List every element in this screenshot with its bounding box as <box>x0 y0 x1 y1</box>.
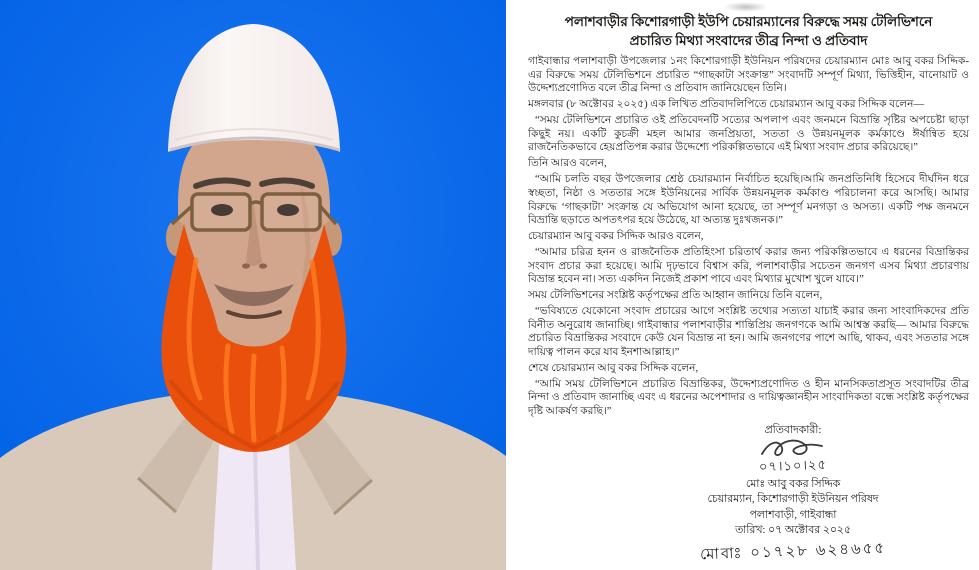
signer-place: পলাশবাড়ী, গাইবান্ধা <box>749 508 837 521</box>
handwritten-mobile-number: মোবাঃ ০১৭২৮ ৬২৪৬৫৫ <box>699 538 887 563</box>
quote-paragraph-1: “সময় টেলিভিশনে প্রচারিত ওই প্রতিবেদনটি সত্যের অপলাপ এবং জনমনে বিভ্রান্তি সৃষ্টির অপচেষ্টা ছাড়া কিছুই নয়। একটি কুচক্রী মহল আমার জনপ্রিয়তা, সততা ও উন্নয়নমূলক কর্মকাণ্ডে ঈর্ষান্বিত হয়ে রাজনৈতিকভাবে হেয়প্রতিপন্ন করার উদ্দেশ্যে পরিকল্পিতভাবে এই মিথ্যা সংবাদ প্রচার করিয়েছে।” <box>528 114 969 154</box>
quote-paragraph-3: “আমার চরিত্র হনন ও রাজনৈতিক প্রতিহিংসা চরিতার্থ করার জন্য পরিকল্পিতভাবে এ ধরনের বিভ্রান্তিকর সংবাদ প্রচার করা হয়েছে। আমি দৃঢ়ভাবে বিশ্বাস করি, পলাশবাড়ীর সচেতন জনগণ এসব মিথ্যা প্রচারণায় বিভ্রান্ত হবেন না। সত্য একদিন নিজেই প্রকাশ পাবে এবং মিথ্যার মুখোশ খুলে যাবে।” <box>528 246 969 286</box>
letter-title-line1: পলাশবাড়ীর কিশোরগাড়ী ইউপি চেয়ারম্যানের বিরুদ্ধে সময় টেলিভিশনে <box>564 14 933 29</box>
signature-block <box>643 423 943 562</box>
handwritten-date: ০৭।১০।২৫ <box>758 457 828 476</box>
intro-paragraph: গাইবান্ধার পলাশবাড়ী উপজেলার ১নং কিশোরগাড়ী ইউনিয়ন পরিষদের চেয়ারম্যান মোঃ আবু বকর সিদ্দিক-এর বিরুদ্ধে সময় টেলিভিশনে প্রচারিত “গাছকাটা সংক্রান্ত” সংবাদটি সম্পূর্ণ মিথ্যা, ভিত্তিহীন, বানোয়াট ও উদ্দেশ্যপ্রণোদিত বলে তীব্র নিন্দা ও প্রতিবাদ জানিয়েছেন তিনি। <box>528 55 969 95</box>
quote-paragraph-4: “ভবিষ্যতে যেকোনো সংবাদ প্রচারের আগে সংশ্লিষ্ট তথ্যের সত্যতা যাচাই করার জন্য সাংবাদিকদের প্রতি বিনীত অনুরোধ জানাচ্ছি। গাইবান্ধার পলাশবাড়ীর শান্তিপ্রিয় জনগণকে আমি আশ্বস্ত করছি— আমার বিরুদ্ধে প্রচারিত বিভ্রান্তিকর সংবাদে কেউ যেন বিভ্রান্ত না হন। আমি জনগণের পাশে আছি, থাকব, এবং সততার সঙ্গে দায়িত্ব পালন করে যাব ইনশাআল্লাহ।” <box>528 305 969 359</box>
lead-line-5: শেষে চেয়ারম্যান আবু বকর সিদ্দিক বলেন, <box>528 362 699 374</box>
protester-label: প্রতিবাদকারী: <box>764 424 822 437</box>
letter-title <box>532 12 965 51</box>
protest-letter <box>506 0 979 570</box>
scan-smudge <box>724 2 768 12</box>
dateline-paragraph: মঙ্গলবার (৮ অক্টোবর ২০২৫) এক লিখিত প্রতিবাদলিপিতে চেয়ারম্যান আবু বকর সিদ্দিক বলেন— <box>528 99 925 111</box>
signer-name: মোঃ আবু বকর সিদ্দিক <box>745 478 841 491</box>
letter-title-line2: প্রচারিত মিথ্যা সংবাদের তীব্র নিন্দা ও প্রতিবাদ <box>629 33 868 49</box>
quote-paragraph-2: “আমি চলতি বছর উপজেলার শ্রেষ্ঠ চেয়ারম্যান নির্বাচিত হয়েছি।আমি জনপ্রতিনিধি হিসেবে দীর্ঘদিন ধরে স্বচ্ছতা, নিষ্ঠা ও সততার সঙ্গে ইউনিয়নের সার্বিক উন্নয়নমূলক কর্মকাণ্ড পরিচালনা করে আসছি। আমার বিরুদ্ধে ‘গাছকাটা’ সংক্রান্ত যে অভিযোগ আনা হয়েছে, তা সম্পূর্ণ মনগড়া ও অসত্য। একটি পক্ষ জনমনে বিভ্রান্তি ছড়াতে অপতৎপর হয়ে উঠেছে, যা অত্যন্ত দুঃখজনক।” <box>528 174 969 227</box>
lead-line-4: সময় টেলিভিশনের সংশ্লিষ্ট কর্তৃপক্ষের প্রতি আহ্বান জানিয়ে তিনি বলেন, <box>528 290 823 302</box>
signer-role: চেয়ারম্যান, কিশোরগাড়ী ইউনিয়ন পরিষদ <box>707 493 879 506</box>
lead-line-3: চেয়ারম্যান আবু বকর সিদ্দিক আরও বলেন, <box>528 231 704 243</box>
lead-line-2: তিনি আরও বলেন, <box>528 158 607 170</box>
typed-date-line: তারিখ: ০৭ অক্টোবর ২০২৫ <box>735 523 851 536</box>
quote-paragraph-5: “আমি সময় টেলিভিশনে প্রচারিত বিভ্রান্তিকর, উদ্দেশ্যপ্রণোদিত ও হীন মানসিকতাপ্রসূত সংবাদটির তীব্র নিন্দা ও প্রতিবাদ জানাচ্ছি এবং এ ধরনের অপেশাদার ও দায়িত্বজ্ঞানহীন সাংবাদিকতা বন্ধে সংশ্লিষ্ট কর্তৃপক্ষের দৃষ্টি আকর্ষণ করছি।” <box>528 378 969 418</box>
